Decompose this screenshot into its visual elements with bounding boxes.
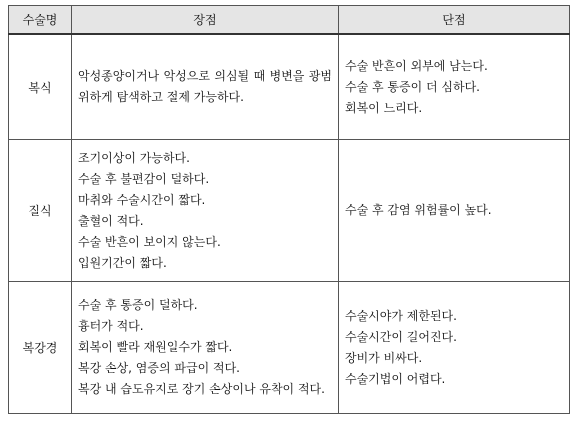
pros-cell xyxy=(72,34,339,140)
pros-item: 복강 손상, 염증의 파급이 적다. xyxy=(78,361,240,375)
pros-cell xyxy=(72,282,339,414)
pros-item: 마취와 수술시간이 짧다. xyxy=(78,192,206,207)
pros-item: 복강 내 습도유지로 장기 손상이나 유착이 적다. xyxy=(78,382,325,396)
cons-cell xyxy=(339,140,570,282)
cons-item: 수술 반흔이 외부에 남는다. xyxy=(345,58,488,73)
header-cons: 단점 xyxy=(339,6,570,35)
cons-item: 수술시간이 길어진다. xyxy=(345,329,457,344)
table-row xyxy=(9,140,570,282)
cons-item: 수술기법이 어렵다. xyxy=(345,371,446,386)
surgery-name-cell: 복강경 xyxy=(9,282,72,414)
cons-item: 장비가 비싸다. xyxy=(345,350,423,365)
pros-item: 회복이 빨라 재원일수가 짧다. xyxy=(78,340,233,354)
surgery-comparison-table xyxy=(8,5,570,414)
pros-item: 흉터가 적다. xyxy=(78,319,144,333)
cons-cell xyxy=(339,282,570,414)
pros-item: 수술 반흔이 보이지 않는다. xyxy=(78,234,221,249)
pros-item: 출혈이 적다. xyxy=(78,213,144,228)
header-surgery-name: 수술명 xyxy=(9,6,72,35)
table-header xyxy=(9,6,570,35)
surgery-name-cell: 복식 xyxy=(9,34,72,140)
pros-cell xyxy=(72,140,339,282)
table-row xyxy=(9,282,570,414)
cons-item: 회복이 느리다. xyxy=(345,100,423,115)
surgery-name-cell: 질식 xyxy=(9,140,72,282)
header-pros: 장점 xyxy=(72,6,339,35)
cons-item: 수술시야가 제한된다. xyxy=(345,308,457,323)
table-row xyxy=(9,34,570,140)
cons-cell xyxy=(339,34,570,140)
pros-item: 수술 후 통증이 덜하다. xyxy=(78,298,198,312)
header-row xyxy=(9,6,570,35)
cons-item: 수술 후 감염 위험률이 높다. xyxy=(345,203,492,217)
pros-item: 수술 후 불편감이 덜하다. xyxy=(78,171,210,186)
pros-item: 악성종양이거나 악성으로 의심될 때 병변을 광범위하게 탐색하고 절제 가능하다. xyxy=(78,69,332,104)
cons-item: 수술 후 통증이 더 심하다. xyxy=(345,79,480,94)
pros-item: 입원기간이 짧다. xyxy=(78,255,167,270)
pros-item: 조기이상이 가능하다. xyxy=(78,150,190,165)
